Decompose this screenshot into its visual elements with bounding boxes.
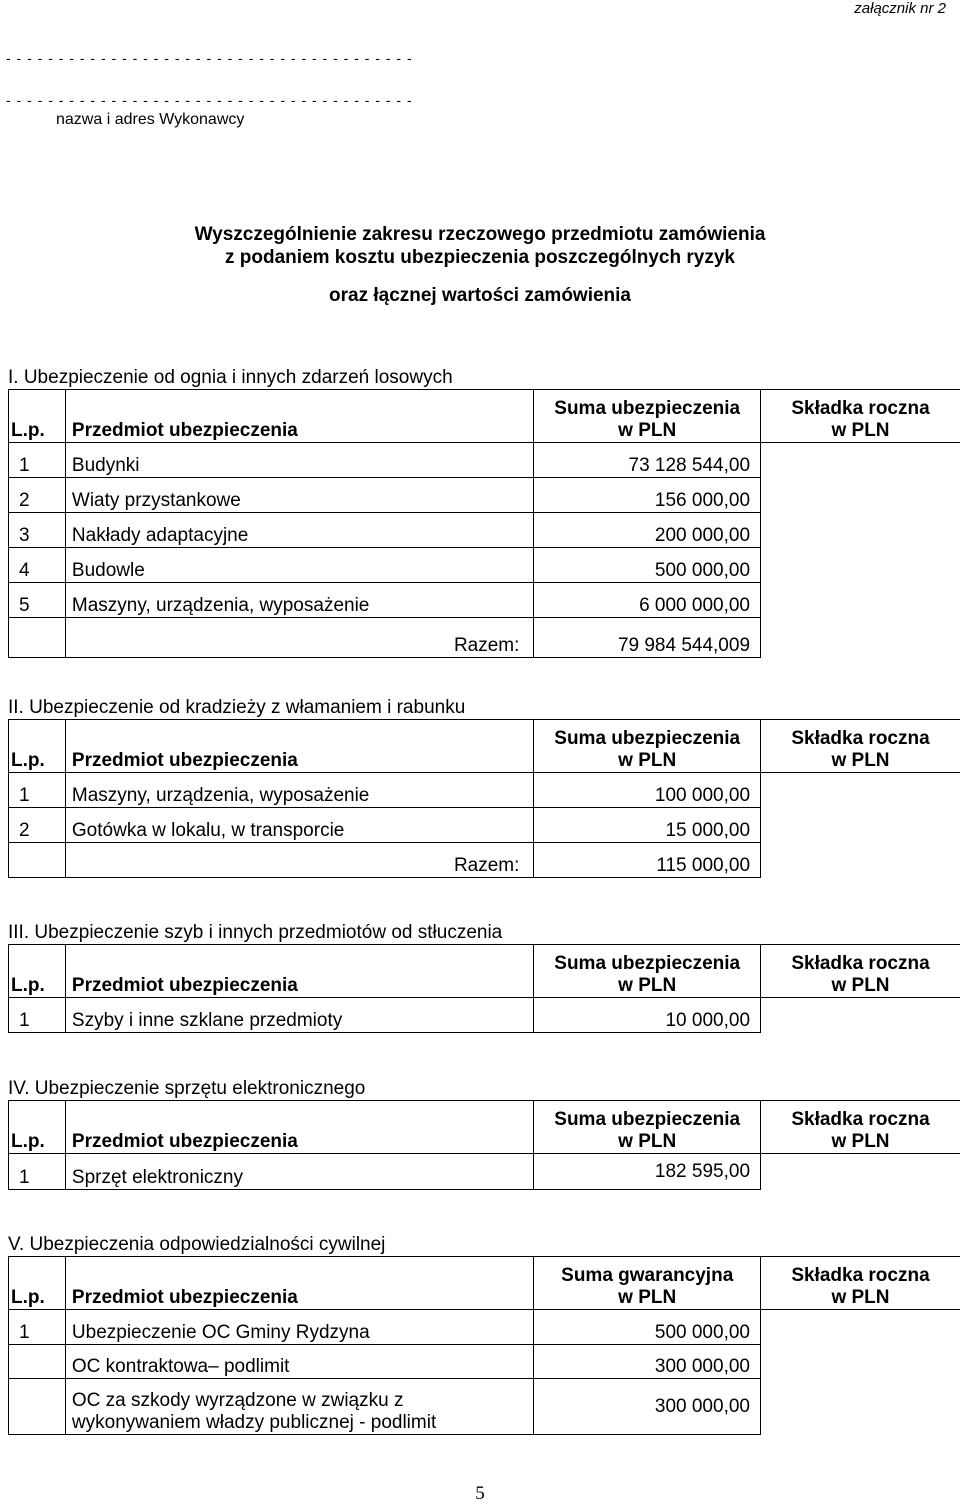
table-row (9, 513, 960, 548)
row-amount: 300 000,00 (534, 1345, 761, 1379)
total-amount: 79 984 544,009 (534, 618, 761, 658)
table-row (9, 1345, 960, 1379)
table-row (9, 583, 960, 618)
row-premium-cell[interactable] (761, 998, 960, 1033)
row-amount: 100 000,00 (534, 773, 761, 808)
row-lp: 1 (9, 1310, 66, 1345)
subject-header: Przedmiot ubezpieczenia (65, 1101, 534, 1154)
total-lp (9, 843, 66, 878)
subject-header: Przedmiot ubezpieczenia (65, 720, 534, 773)
row-lp: 2 (9, 478, 66, 513)
section-5-title: V. Ubezpieczenia odpowiedzialności cywilnej (8, 1234, 385, 1256)
row-subject: Maszyny, urządzenia, wyposażenie (65, 583, 534, 618)
row-premium-cell[interactable] (760, 1379, 960, 1435)
premium-header: Składka roczna w PLN (761, 390, 960, 443)
row-amount: 156 000,00 (534, 478, 761, 513)
row-lp: 5 (9, 583, 66, 618)
section-3-header-row (9, 945, 960, 998)
row-amount: 500 000,00 (534, 548, 761, 583)
subject-header: Przedmiot ubezpieczenia (65, 1257, 534, 1310)
section-5-header-row (9, 1257, 960, 1310)
premium-header: Składka roczna w PLN (761, 1101, 960, 1154)
row-lp: 1 (9, 998, 66, 1033)
section-3-table (8, 944, 960, 1033)
table-row (9, 478, 960, 513)
row-lp: 4 (9, 548, 66, 583)
premium-header: Składka roczna w PLN (761, 945, 960, 998)
sum-header: Suma ubezpieczenia w PLN (534, 1101, 761, 1154)
row-premium-cell[interactable] (761, 478, 960, 513)
document-title-line3: oraz łącznej wartości zamówienia (0, 285, 960, 307)
total-amount: 115 000,00 (534, 843, 761, 878)
subject-header: Przedmiot ubezpieczenia (65, 390, 534, 443)
row-subject: Budynki (65, 443, 534, 478)
row-lp: 1 (9, 1154, 66, 1190)
lp-header: L.p. (9, 1101, 66, 1154)
guarantee-sum-header: Suma gwarancyjna w PLN (534, 1257, 761, 1310)
row-subject: OC za szkody wyrządzone w związku z wykonywaniem władzy publicznej - podlimit (65, 1379, 534, 1435)
table-row (9, 548, 960, 583)
row-premium-cell[interactable] (761, 583, 960, 618)
row-subject: Wiaty przystankowe (65, 478, 534, 513)
lp-header: L.p. (9, 720, 66, 773)
row-subject: Szyby i inne szklane przedmioty (65, 998, 534, 1033)
row-premium-cell[interactable] (761, 443, 960, 478)
document-title-line2: z podaniem kosztu ubezpieczenia poszczególnych ryzyk (0, 247, 960, 269)
row-lp: 3 (9, 513, 66, 548)
row-lp: 1 (9, 443, 66, 478)
annex-label: załącznik nr 2 (854, 0, 946, 17)
total-label: Razem: (65, 618, 534, 658)
section-1-title: I. Ubezpieczenie od ognia i innych zdarzeń losowych (8, 367, 453, 389)
row-subject: Gotówka w lokalu, w transporcie (65, 808, 534, 843)
contractor-name-line: - - - - - - - - - - - - - - - - - - - - - - - - - - - - - - - - - - - - - - - (6, 50, 413, 66)
row-premium-cell[interactable] (761, 808, 960, 843)
row-subject: Sprzęt elektroniczny (65, 1154, 534, 1190)
row-amount: 500 000,00 (534, 1310, 761, 1345)
total-premium-cell[interactable] (761, 618, 960, 658)
table-row (9, 443, 960, 478)
section-1-table (8, 389, 960, 658)
total-label: Razem: (65, 843, 534, 878)
table-row (9, 808, 960, 843)
row-subject: Budowle (65, 548, 534, 583)
row-amount: 300 000,00 (534, 1379, 761, 1435)
total-premium-cell[interactable] (761, 843, 960, 878)
table-row (9, 1379, 960, 1435)
section-2-header-row (9, 720, 960, 773)
subject-header: Przedmiot ubezpieczenia (65, 945, 534, 998)
section-4-table (8, 1100, 960, 1190)
row-amount: 73 128 544,00 (534, 443, 761, 478)
total-row (9, 843, 960, 878)
row-premium-cell[interactable] (761, 773, 960, 808)
lp-header: L.p. (9, 1257, 66, 1310)
row-lp: 1 (9, 773, 66, 808)
section-5-table (8, 1256, 960, 1435)
total-row (9, 618, 960, 658)
sum-header: Suma ubezpieczenia w PLN (534, 390, 761, 443)
contractor-address-line: - - - - - - - - - - - - - - - - - - - - - - - - - - - - - - - - - - - - - - - (6, 92, 413, 108)
row-premium-cell[interactable] (761, 513, 960, 548)
lp-header: L.p. (9, 390, 66, 443)
row-premium-cell[interactable] (760, 1345, 960, 1379)
row-subject: OC kontraktowa– podlimit (65, 1345, 534, 1379)
row-subject: Ubezpieczenie OC Gminy Rydzyna (65, 1310, 534, 1345)
sum-header: Suma ubezpieczenia w PLN (534, 720, 761, 773)
row-premium-cell[interactable] (760, 1310, 960, 1345)
row-premium-cell[interactable] (761, 1154, 960, 1190)
lp-header: L.p. (9, 945, 66, 998)
row-lp (9, 1345, 66, 1379)
table-row (9, 1310, 960, 1345)
table-row (9, 773, 960, 808)
row-lp (9, 1379, 66, 1435)
section-2-table (8, 719, 960, 878)
row-amount: 182 595,00 (534, 1154, 761, 1190)
table-row (9, 1154, 960, 1190)
total-lp (9, 618, 66, 658)
section-1-header-row (9, 390, 960, 443)
document-title-line1: Wyszczególnienie zakresu rzeczowego przedmiotu zamówienia (0, 224, 960, 246)
section-2-title: II. Ubezpieczenie od kradzieży z włamaniem i rabunku (8, 697, 465, 719)
row-premium-cell[interactable] (761, 548, 960, 583)
row-amount: 10 000,00 (534, 998, 761, 1033)
page-number: 5 (0, 1483, 960, 1505)
section-4-header-row (9, 1101, 960, 1154)
row-subject: Nakłady adaptacyjne (65, 513, 534, 548)
section-4-title: IV. Ubezpieczenie sprzętu elektronicznego (8, 1078, 365, 1100)
row-amount: 6 000 000,00 (534, 583, 761, 618)
contractor-label: nazwa i adres Wykonawcy (56, 111, 244, 129)
table-row (9, 998, 960, 1033)
row-amount: 200 000,00 (534, 513, 761, 548)
premium-header: Składka roczna w PLN (761, 720, 960, 773)
row-amount: 15 000,00 (534, 808, 761, 843)
sum-header: Suma ubezpieczenia w PLN (534, 945, 761, 998)
row-subject: Maszyny, urządzenia, wyposażenie (65, 773, 534, 808)
section-3-title: III. Ubezpieczenie szyb i innych przedmiotów od stłuczenia (8, 922, 502, 944)
premium-header: Składka roczna w PLN (760, 1257, 960, 1310)
row-lp: 2 (9, 808, 66, 843)
